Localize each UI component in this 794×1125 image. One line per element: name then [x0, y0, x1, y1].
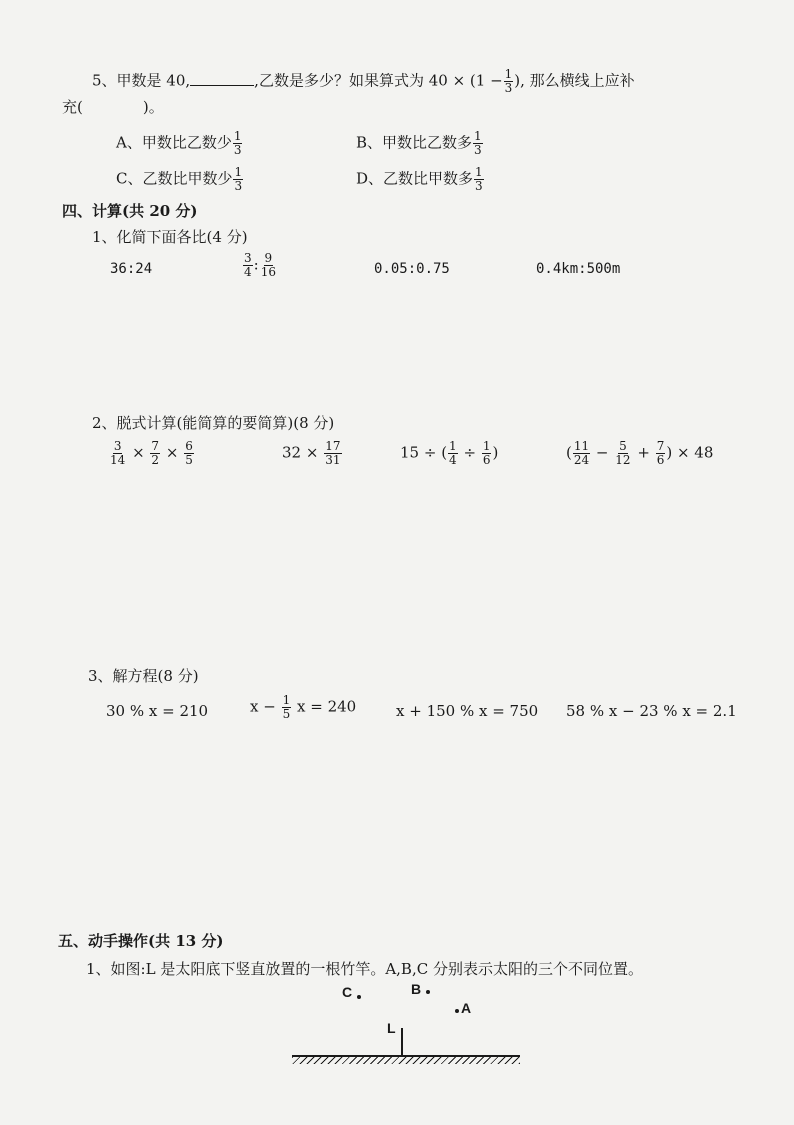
calc-expr-1: $\frac{3}{14}$ × $\frac{7}{2}$ × $\frac{6}{5}$ — [110, 439, 193, 467]
sec5-question-1: 1、如图:L 是太阳底下竖直放置的一根竹竿。A,B,C 分别表示太阳的三个不同位置。 — [86, 960, 643, 978]
q5-stem-line2 — [62, 96, 164, 117]
calc-expr-2: 32 × $\frac{17}{31}$ — [282, 439, 341, 467]
label-a: A — [461, 1000, 472, 1016]
q5-stem-part-e: )。 — [142, 98, 164, 116]
q5-stem-fraction: $\frac{1}{3}$ — [504, 67, 513, 95]
q5-option-b[interactable]: B、甲数比乙数多 $\frac{1}{3}$ — [356, 129, 482, 157]
label-l: L — [387, 1020, 396, 1036]
calc-expr-4: ( $\frac{11}{24}$ − $\frac{5}{12}$ + $\frac{7}{6}$ ) × 48 — [566, 439, 714, 467]
q5-stem-line1 — [92, 68, 635, 95]
equation-2: x − $\frac{1}{5}$ x = 240 — [250, 693, 357, 721]
label-c: C — [342, 984, 353, 1000]
equation-4: 58 % x − 23 % x = 2.1 — [566, 702, 737, 720]
sec4-part3-title: 3、解方程(8 分) — [88, 667, 199, 685]
section-4-title: 四、计算(共 20 分) — [62, 202, 198, 220]
calc-expr-3: 15 ÷ ( $\frac{1}{4}$ ÷ $\frac{1}{6}$ ) — [400, 439, 499, 467]
label-b: B — [411, 981, 422, 997]
ground-hatching — [292, 1057, 520, 1064]
ratio-2: $\frac{3}{4}$ : $\frac{9}{16}$ — [244, 251, 276, 279]
sec4-part1-title: 1、化简下面各比(4 分) — [92, 228, 248, 246]
bamboo-pole — [401, 1028, 403, 1056]
sun-position-a — [455, 1009, 459, 1013]
equation-1: 30 % x = 210 — [106, 702, 209, 720]
q5-option-c[interactable]: C、乙数比甲数少 $\frac{1}{3}$ — [116, 165, 243, 193]
q5-answer-blank[interactable] — [190, 71, 254, 86]
sun-position-c — [357, 995, 361, 999]
q5-option-a[interactable]: A、甲数比乙数少 $\frac{1}{3}$ — [116, 129, 242, 157]
sun-position-b — [426, 990, 430, 994]
q5-stem-part-a: 5、甲数是 40, — [92, 71, 191, 90]
ratio-3: 0.05:0.75 — [374, 261, 450, 277]
section-5-title: 五、动手操作(共 13 分) — [58, 932, 224, 950]
sec4-part2-title: 2、脱式计算(能简算的要简算)(8 分) — [92, 414, 335, 432]
q5-option-d[interactable]: D、乙数比甲数多 $\frac{1}{3}$ — [356, 165, 483, 193]
ratio-4: 0.4km:500m — [536, 261, 621, 277]
q5-stem-part-b: ,乙数是多少？如果算式为 40 × (1 − — [254, 71, 503, 90]
ratio-1: 36:24 — [110, 261, 153, 277]
q5-stem-part-c: ), 那么横线上应补 — [514, 71, 635, 90]
q5-stem-part-d: 充( — [62, 98, 83, 116]
equation-3: x + 150 % x = 750 — [396, 702, 539, 720]
